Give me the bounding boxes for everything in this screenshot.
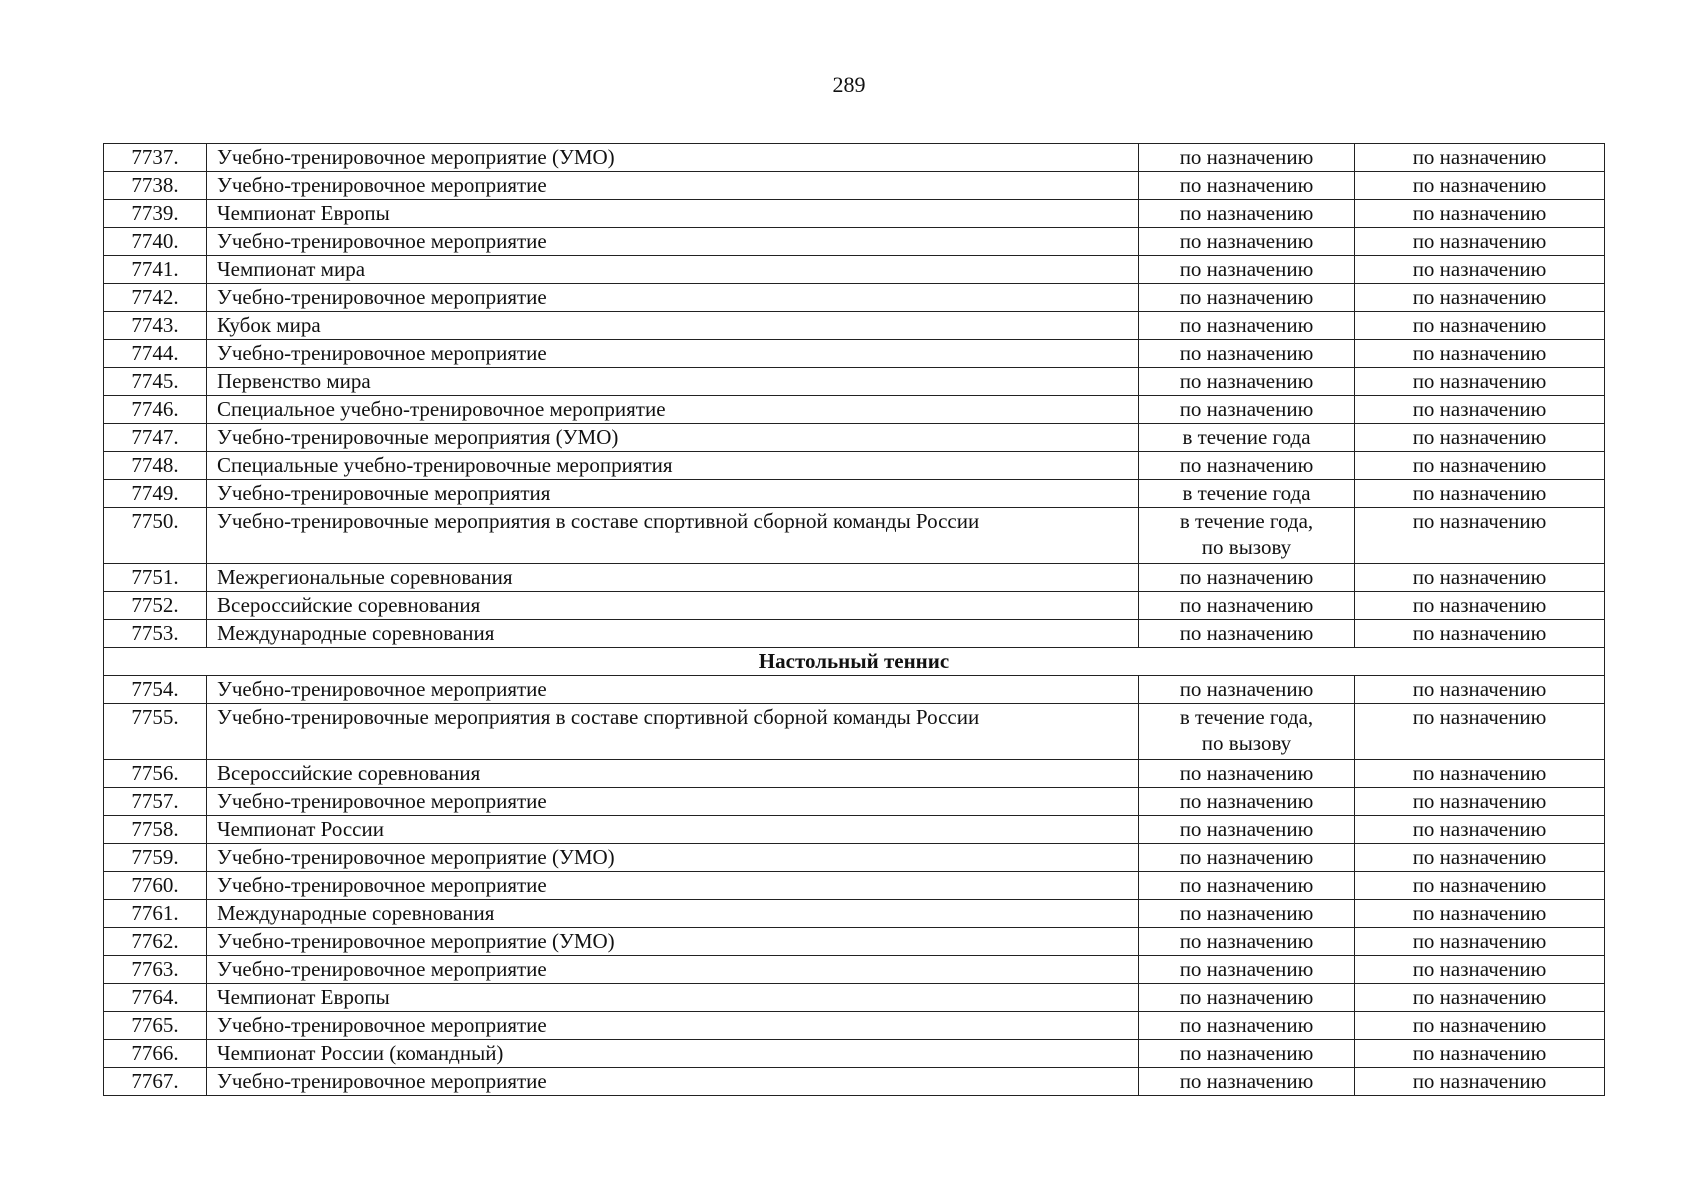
row-number: 7763.	[104, 956, 207, 984]
event-period	[1139, 508, 1355, 564]
event-name: Учебно-тренировочное мероприятие	[207, 1068, 1139, 1096]
event-place: по назначению	[1355, 1040, 1605, 1068]
event-place: по назначению	[1355, 312, 1605, 340]
event-period: по назначению	[1139, 592, 1355, 620]
row-number: 7765.	[104, 1012, 207, 1040]
event-name: Всероссийские соревнования	[207, 760, 1139, 788]
row-number: 7754.	[104, 676, 207, 704]
event-place: по назначению	[1355, 508, 1605, 564]
event-period-line: в течение года,	[1179, 509, 1314, 533]
event-place: по назначению	[1355, 172, 1605, 200]
event-place: по назначению	[1355, 676, 1605, 704]
table-row	[104, 984, 1605, 1012]
table-row	[104, 592, 1605, 620]
row-number: 7743.	[104, 312, 207, 340]
event-place: по назначению	[1355, 452, 1605, 480]
table-row	[104, 760, 1605, 788]
row-number: 7738.	[104, 172, 207, 200]
table-row	[104, 1040, 1605, 1068]
row-number: 7767.	[104, 1068, 207, 1096]
event-name: Специальные учебно-тренировочные мероприятия	[207, 452, 1139, 480]
table-row	[104, 928, 1605, 956]
table-row	[104, 1012, 1605, 1040]
event-place: по назначению	[1355, 424, 1605, 452]
table-row	[104, 900, 1605, 928]
event-period-line: по вызову	[1201, 731, 1292, 755]
row-number: 7764.	[104, 984, 207, 1012]
row-number: 7746.	[104, 396, 207, 424]
event-period: по назначению	[1139, 312, 1355, 340]
event-name: Учебно-тренировочное мероприятие	[207, 284, 1139, 312]
event-name: Специальное учебно-тренировочное мероприятие	[207, 396, 1139, 424]
event-name: Учебно-тренировочное мероприятие	[207, 340, 1139, 368]
row-number: 7747.	[104, 424, 207, 452]
event-place: по назначению	[1355, 396, 1605, 424]
table-row	[104, 172, 1605, 200]
event-place: по назначению	[1355, 592, 1605, 620]
table-row	[104, 452, 1605, 480]
event-period: по назначению	[1139, 816, 1355, 844]
event-name: Первенство мира	[207, 368, 1139, 396]
event-place: по назначению	[1355, 816, 1605, 844]
event-period: по назначению	[1139, 844, 1355, 872]
event-name: Учебно-тренировочное мероприятие	[207, 956, 1139, 984]
event-name: Учебно-тренировочное мероприятие	[207, 228, 1139, 256]
table-row	[104, 480, 1605, 508]
section-title: Настольный теннис	[104, 648, 1605, 676]
page-number: 289	[832, 72, 866, 97]
row-number: 7753.	[104, 620, 207, 648]
event-name: Учебно-тренировочное мероприятие (УМО)	[207, 144, 1139, 172]
row-number: 7742.	[104, 284, 207, 312]
event-place: по назначению	[1355, 1068, 1605, 1096]
event-name: Учебно-тренировочное мероприятие	[207, 676, 1139, 704]
section-row	[104, 648, 1605, 676]
event-period: по назначению	[1139, 340, 1355, 368]
event-period: по назначению	[1139, 760, 1355, 788]
table-row	[104, 872, 1605, 900]
event-name: Учебно-тренировочные мероприятия в составе спортивной сборной команды России	[207, 704, 1139, 760]
table-row	[104, 788, 1605, 816]
row-number: 7761.	[104, 900, 207, 928]
event-period: по назначению	[1139, 200, 1355, 228]
event-period: по назначению	[1139, 396, 1355, 424]
event-name: Чемпионат России (командный)	[207, 1040, 1139, 1068]
event-period	[1139, 704, 1355, 760]
event-name: Международные соревнования	[207, 620, 1139, 648]
event-name: Учебно-тренировочные мероприятия	[207, 480, 1139, 508]
event-name: Учебно-тренировочные мероприятия в составе спортивной сборной команды России	[207, 508, 1139, 564]
table-row	[104, 508, 1605, 564]
event-place: по назначению	[1355, 872, 1605, 900]
row-number: 7750.	[104, 508, 207, 564]
event-place: по назначению	[1355, 340, 1605, 368]
event-place: по назначению	[1355, 480, 1605, 508]
event-name: Чемпионат Европы	[207, 984, 1139, 1012]
event-place: по назначению	[1355, 1012, 1605, 1040]
event-place: по назначению	[1355, 144, 1605, 172]
event-period: по назначению	[1139, 872, 1355, 900]
row-number: 7749.	[104, 480, 207, 508]
table-row	[104, 200, 1605, 228]
event-place: по назначению	[1355, 928, 1605, 956]
table-row	[104, 228, 1605, 256]
row-number: 7752.	[104, 592, 207, 620]
table-row	[104, 256, 1605, 284]
event-period: в течение года	[1139, 424, 1355, 452]
table-row	[104, 676, 1605, 704]
event-period: по назначению	[1139, 368, 1355, 396]
event-period: по назначению	[1139, 256, 1355, 284]
event-name: Межрегиональные соревнования	[207, 564, 1139, 592]
row-number: 7739.	[104, 200, 207, 228]
event-place: по назначению	[1355, 284, 1605, 312]
event-place: по назначению	[1355, 956, 1605, 984]
event-period: по назначению	[1139, 144, 1355, 172]
row-number: 7744.	[104, 340, 207, 368]
event-period: по назначению	[1139, 1012, 1355, 1040]
event-period: по назначению	[1139, 452, 1355, 480]
events-table	[103, 143, 1605, 1096]
event-period: по назначению	[1139, 284, 1355, 312]
event-name: Учебно-тренировочное мероприятие	[207, 1012, 1139, 1040]
event-period: по назначению	[1139, 564, 1355, 592]
event-period: по назначению	[1139, 228, 1355, 256]
table-row	[104, 368, 1605, 396]
row-number: 7766.	[104, 1040, 207, 1068]
event-place: по назначению	[1355, 228, 1605, 256]
event-place: по назначению	[1355, 984, 1605, 1012]
event-period: по назначению	[1139, 172, 1355, 200]
event-place: по назначению	[1355, 564, 1605, 592]
event-period-line: в течение года,	[1179, 705, 1314, 729]
event-period: по назначению	[1139, 788, 1355, 816]
event-name: Кубок мира	[207, 312, 1139, 340]
row-number: 7737.	[104, 144, 207, 172]
event-place: по назначению	[1355, 200, 1605, 228]
row-number: 7759.	[104, 844, 207, 872]
event-name: Учебно-тренировочные мероприятия (УМО)	[207, 424, 1139, 452]
event-place: по назначению	[1355, 844, 1605, 872]
event-place: по назначению	[1355, 788, 1605, 816]
table-row	[104, 844, 1605, 872]
event-place: по назначению	[1355, 620, 1605, 648]
row-number: 7756.	[104, 760, 207, 788]
event-period: в течение года	[1139, 480, 1355, 508]
event-name: Всероссийские соревнования	[207, 592, 1139, 620]
event-period-line: по вызову	[1201, 535, 1292, 559]
row-number: 7760.	[104, 872, 207, 900]
row-number: 7757.	[104, 788, 207, 816]
event-period: по назначению	[1139, 1068, 1355, 1096]
event-period: по назначению	[1139, 956, 1355, 984]
event-period: по назначению	[1139, 1040, 1355, 1068]
event-place: по назначению	[1355, 368, 1605, 396]
event-period: по назначению	[1139, 676, 1355, 704]
event-name: Учебно-тренировочное мероприятие	[207, 172, 1139, 200]
table-row	[104, 956, 1605, 984]
table-row	[104, 144, 1605, 172]
event-name: Чемпионат Европы	[207, 200, 1139, 228]
event-period: по назначению	[1139, 928, 1355, 956]
row-number: 7758.	[104, 816, 207, 844]
event-period: по назначению	[1139, 984, 1355, 1012]
event-name: Учебно-тренировочное мероприятие (УМО)	[207, 844, 1139, 872]
event-period: по назначению	[1139, 620, 1355, 648]
event-place: по назначению	[1355, 900, 1605, 928]
row-number: 7745.	[104, 368, 207, 396]
table-row	[104, 816, 1605, 844]
event-name: Чемпионат России	[207, 816, 1139, 844]
event-place: по назначению	[1355, 760, 1605, 788]
row-number: 7740.	[104, 228, 207, 256]
event-name: Учебно-тренировочное мероприятие	[207, 788, 1139, 816]
table-row	[104, 704, 1605, 760]
table-row	[104, 396, 1605, 424]
table-row	[104, 620, 1605, 648]
event-period: по назначению	[1139, 900, 1355, 928]
event-place: по назначению	[1355, 704, 1605, 760]
event-place: по назначению	[1355, 256, 1605, 284]
table-row	[104, 1068, 1605, 1096]
event-name: Чемпионат мира	[207, 256, 1139, 284]
event-name: Учебно-тренировочное мероприятие (УМО)	[207, 928, 1139, 956]
row-number: 7751.	[104, 564, 207, 592]
row-number: 7748.	[104, 452, 207, 480]
table-row	[104, 312, 1605, 340]
table-row	[104, 564, 1605, 592]
table-row	[104, 424, 1605, 452]
row-number: 7755.	[104, 704, 207, 760]
event-name: Международные соревнования	[207, 900, 1139, 928]
table-row	[104, 340, 1605, 368]
table-row	[104, 284, 1605, 312]
event-name: Учебно-тренировочное мероприятие	[207, 872, 1139, 900]
row-number: 7741.	[104, 256, 207, 284]
row-number: 7762.	[104, 928, 207, 956]
